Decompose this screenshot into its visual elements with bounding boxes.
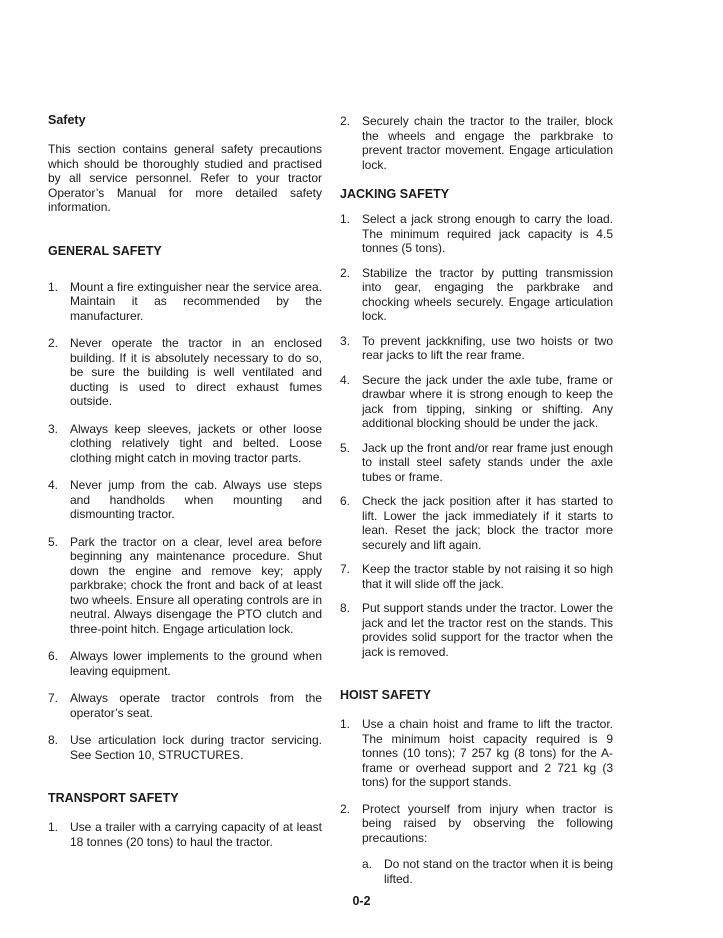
heading-general-safety: GENERAL SAFETY [48,243,162,258]
jacking-item-3 [340,334,613,363]
item-text: To prevent jackknifing, use two hoists or two rear jacks to lift the rear frame. [362,333,613,362]
item-text: Always lower implements to the ground when leaving equipment. [70,649,322,678]
transport-item-2 [340,114,613,172]
jacking-item-2 [340,266,613,324]
item-number: 8. [48,733,59,747]
page-number: 0-2 [352,894,371,908]
item-text: Use articulation lock during tractor servicing. See Section 10, STRUCTURES. [70,733,322,762]
general-item-6 [48,649,322,678]
hoist-item-2 [340,802,613,846]
item-letter: a. [362,857,373,871]
jacking-item-1 [340,212,613,256]
item-text: Do not stand on the tractor when it is being lifted. [384,857,613,886]
item-number: 2. [340,801,351,816]
item-number: 6. [48,649,59,663]
item-text: Select a jack strong enough to carry the load. The minimum required jack capacity is 4.5 tonnes (5 tons). [362,212,613,255]
jacking-item-7 [340,562,613,591]
item-number: 1. [48,279,59,294]
item-text: Use a chain hoist and frame to lift the tractor. The minimum hoist capacity required is 9 tonnes (10 tons); 7 257 kg (8 tons) for the A-frame or overhead support and 2 721 kg (3 tons) for the support stands. [362,717,613,789]
section-title-safety: Safety [48,113,86,127]
item-text: Use a trailer with a carrying capacity of at least 18 tonnes (20 tons) to haul the tractor. [70,820,322,849]
general-item-3 [48,422,322,466]
general-item-4 [48,478,322,522]
intro-paragraph: This section contains general safety precautions which should be thoroughly studied and practised by all service personnel. Refer to your tractor Operator’s Manual for more detailed safety information. [48,142,322,214]
item-number: 2. [340,114,351,128]
item-number: 8. [340,601,351,615]
heading-jacking-safety: JACKING SAFETY [340,187,450,201]
item-number: 5. [48,534,59,549]
item-number: 3. [48,421,59,436]
item-number: 1. [48,820,59,834]
jacking-item-8 [340,601,613,659]
jacking-item-5 [340,441,613,485]
general-item-5 [48,535,322,637]
jacking-item-4 [340,373,613,431]
item-number: 7. [340,562,351,576]
item-text: Check the jack position after it has started to lift. Lower the jack immediately if it starts to lean. Reset the jack; block the tractor more securely and lift again. [362,494,613,552]
item-text: Keep the tractor stable by not raising it so high that it will slide off the jack. [362,562,613,591]
heading-transport-safety: TRANSPORT SAFETY [48,791,179,805]
item-number: 3. [340,333,351,348]
item-text: Put support stands under the tractor. Lower the jack and let the tractor rest on the stands. This provides solid support for the tractor when the jack is removed. [362,601,613,659]
right-column [340,100,613,886]
item-text: Never operate the tractor in an enclosed building. If it is absolutely necessary to do so, be sure the building is well ventilated and ducting is used to direct exhaust fumes outside. [70,336,322,408]
item-text: Jack up the front and/or rear frame just enough to install steel safety stands under the axle tubes or frame. [362,440,613,484]
item-text: Protect yourself from injury when tractor is being raised by observing the following precautions: [362,801,613,845]
item-number: 4. [48,478,59,492]
item-text: Mount a fire extinguisher near the service area. Maintain it as recommended by the manufacturer. [70,279,322,323]
general-item-8 [48,733,322,762]
general-item-2 [48,336,322,409]
item-text: Stabilize the tractor by putting transmission into gear, engaging the parkbrake and chocking wheels securely. Engage articulation lock. [362,265,613,323]
item-number: 1. [340,212,351,226]
item-number: 4. [340,372,351,387]
heading-hoist-safety: HOIST SAFETY [340,688,431,702]
item-text: Secure the jack under the axle tube, frame or drawbar where it is strong enough to keep the jack from tipping, sinking or shifting. Any additional blocking should be under the jack. [362,372,613,430]
item-text: Always keep sleeves, jackets or other loose clothing relatively tight and belted. Loose clothing might catch in moving tractor parts. [70,421,322,465]
item-text: Always operate tractor controls from the operator’s seat. [70,691,322,720]
transport-item-1 [48,820,322,849]
item-text: Park the tractor on a clear, level area before beginning any maintenance procedure. Shut down the engine and remove key; apply parkbrake; chock the front and back of at least two wheels. Ensure all operating controls are in neutral. Always disengage the PTO clutch and three-point hitch. Engage articulation lock. [70,534,322,636]
general-item-7 [48,691,322,720]
jacking-item-6 [340,494,613,552]
item-number: 1. [340,717,351,731]
general-item-1 [48,280,322,324]
hoist-item-1 [340,717,613,790]
item-number: 2. [48,336,59,350]
hoist-subitem-a [362,857,613,886]
item-number: 5. [340,440,351,455]
item-number: 2. [340,265,351,280]
item-number: 7. [48,691,59,705]
item-text: Never jump from the cab. Always use steps and handholds when mounting and dismounting tractor. [70,478,322,521]
item-number: 6. [340,494,351,508]
left-column [48,100,322,849]
item-text: Securely chain the tractor to the trailer, block the wheels and engage the parkbrake to prevent tractor movement. Engage articulation lock. [362,114,613,172]
